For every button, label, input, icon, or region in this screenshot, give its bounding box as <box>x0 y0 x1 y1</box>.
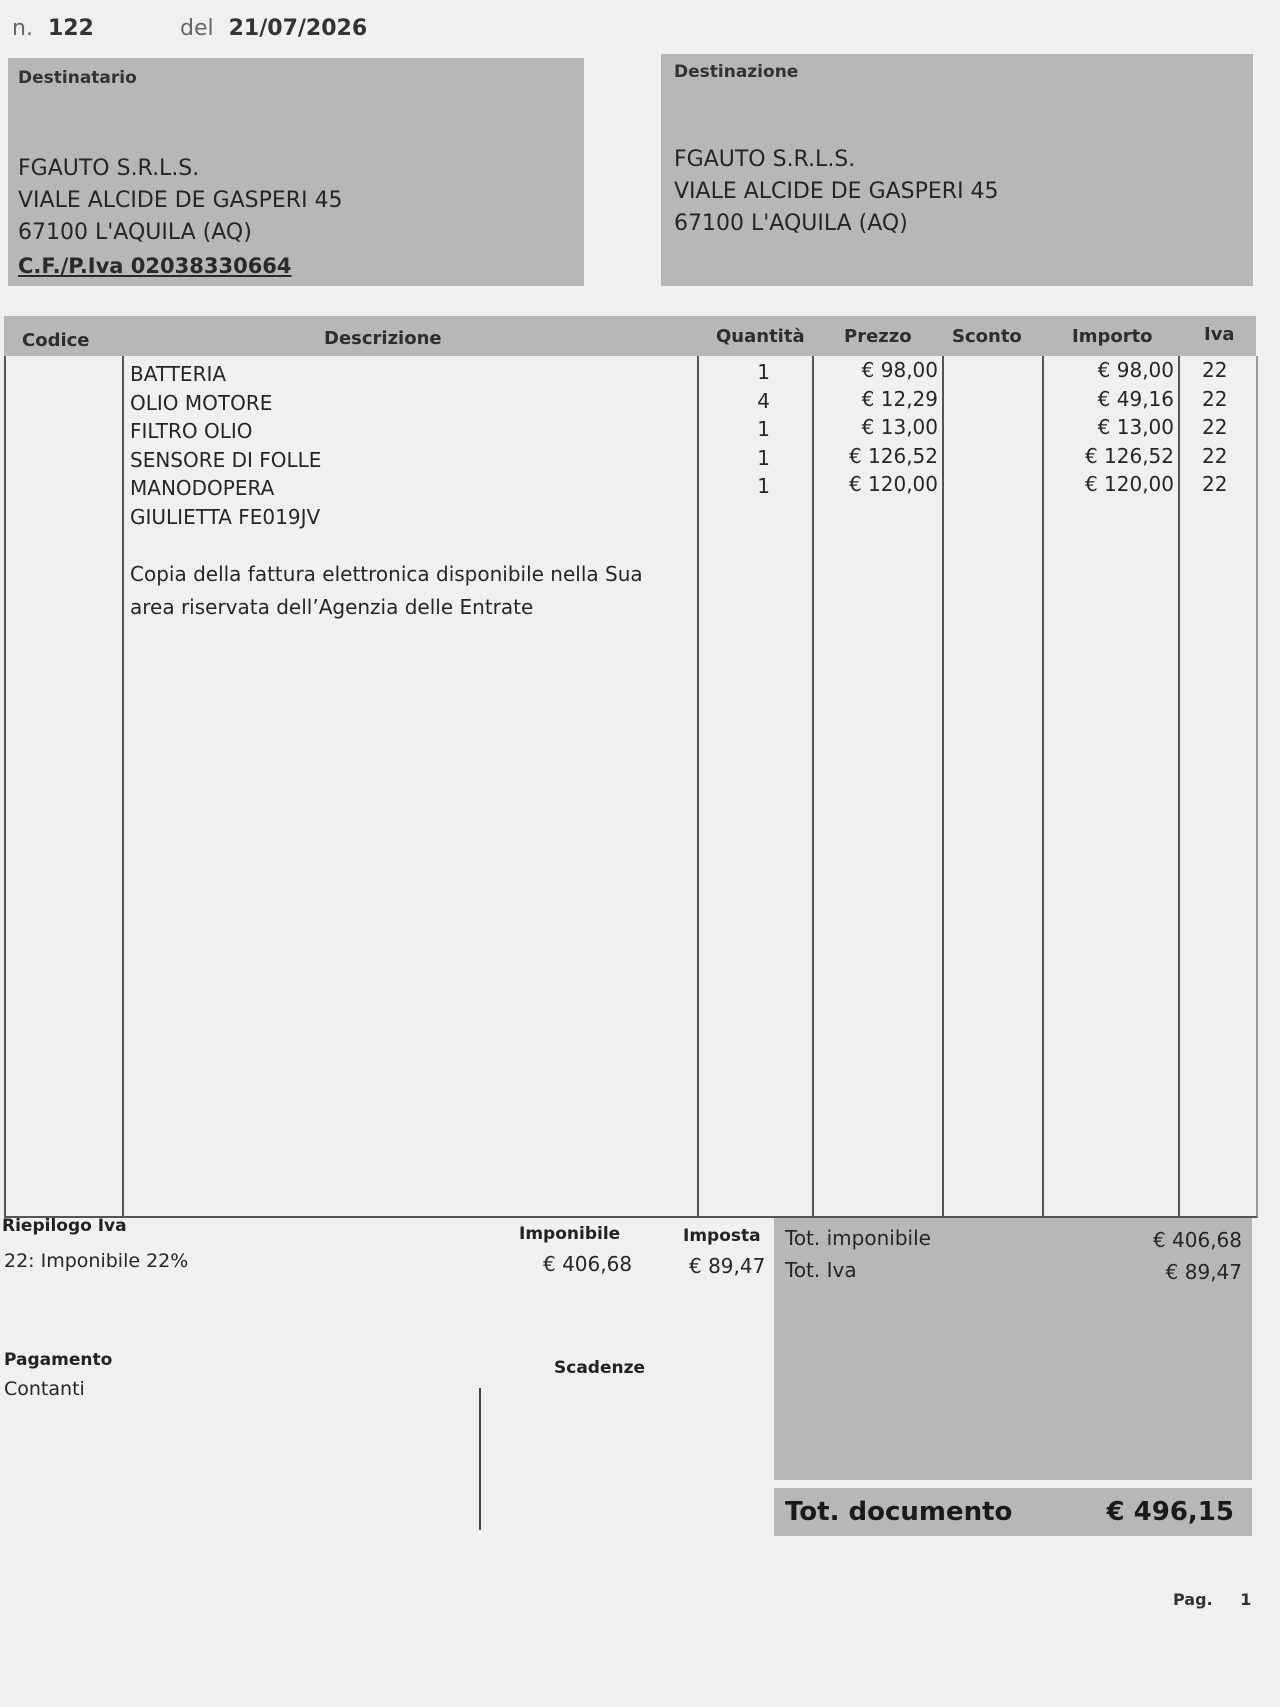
quantity-column <box>700 358 770 501</box>
invoice-date-line <box>180 16 367 41</box>
item-quantity: 4 <box>757 388 770 413</box>
header-vat: Iva <box>1204 324 1235 345</box>
destination-line: 67100 L'AQUILA (AQ) <box>674 211 908 236</box>
item-price: € 126,52 <box>848 443 938 468</box>
total-taxable-label: Tot. imponibile <box>785 1226 931 1250</box>
recipient-address-lines <box>18 153 343 249</box>
header-price: Prezzo <box>844 326 912 347</box>
vat-summary-taxable-header: Imponibile <box>519 1224 621 1244</box>
header-amount: Importo <box>1072 326 1153 347</box>
header-quantity: Quantità <box>716 326 805 347</box>
destination-line: FGAUTO S.R.L.S. <box>674 147 856 172</box>
item-description: SENSORE DI FOLLE <box>130 447 322 472</box>
header-discount: Sconto <box>952 326 1022 347</box>
invoice-date-prefix: del <box>180 16 214 41</box>
payment-divider <box>479 1388 481 1530</box>
item-price: € 120,00 <box>848 472 938 496</box>
page-number: 1 <box>1240 1590 1252 1609</box>
destination-label: Destinazione <box>674 62 799 82</box>
destination-address-lines <box>674 144 999 240</box>
column-divider <box>122 356 124 1216</box>
page-label: Pag. <box>1173 1590 1213 1609</box>
table-header <box>4 316 1256 356</box>
invoice-date: 21/07/2026 <box>228 16 368 41</box>
item-amount: € 120,00 <box>1084 472 1174 496</box>
item-vat: 22 <box>1202 386 1228 411</box>
item-quantity: 1 <box>757 360 770 384</box>
destination-box <box>661 54 1253 286</box>
totals-box <box>774 1218 1252 1480</box>
item-description: MANODOPERA <box>130 476 275 500</box>
note-line: Copia della fattura elettronica disponibile nella Sua <box>130 562 643 586</box>
recipient-tax-id: C.F./P.Iva 02038330664 <box>18 254 292 278</box>
total-document-label: Tot. documento <box>785 1497 1013 1527</box>
item-price: € 12,29 <box>861 386 938 411</box>
description-column <box>130 360 690 531</box>
recipient-box <box>8 58 584 286</box>
item-quantity: 1 <box>757 445 770 470</box>
vat-summary-row-taxable: € 406,68 <box>543 1252 633 1276</box>
vat-summary-label: Riepilogo Iva <box>2 1216 127 1236</box>
destination-line: VIALE ALCIDE DE GASPERI 45 <box>674 179 999 204</box>
invoice-note <box>130 558 690 624</box>
due-dates-label: Scadenze <box>554 1358 646 1378</box>
column-divider <box>1178 356 1180 1218</box>
note-line: area riservata dell’Agenzia delle Entrate <box>130 595 534 619</box>
header-code: Codice <box>22 330 90 351</box>
item-price: € 98,00 <box>861 358 938 382</box>
price-column <box>815 356 938 499</box>
vat-summary-row-label: 22: Imponibile 22% <box>4 1250 189 1272</box>
item-vat: 22 <box>1202 415 1228 439</box>
item-vat: 22 <box>1202 358 1228 382</box>
invoice-number-line <box>12 16 94 41</box>
vat-column <box>1202 356 1252 499</box>
item-vat: 22 <box>1202 472 1228 496</box>
payment-label: Pagamento <box>4 1350 113 1370</box>
invoice-number-prefix: n. <box>12 16 33 41</box>
item-description: GIULIETTA FE019JV <box>130 504 321 529</box>
payment-value: Contanti <box>4 1378 85 1400</box>
total-document-box <box>774 1488 1252 1536</box>
item-quantity: 1 <box>757 474 770 498</box>
recipient-line: FGAUTO S.R.L.S. <box>18 156 200 181</box>
total-vat-value: € 89,47 <box>1165 1260 1242 1284</box>
invoice-number: 122 <box>47 16 94 41</box>
column-divider <box>697 356 699 1218</box>
item-amount: € 49,16 <box>1097 386 1174 411</box>
item-amount: € 98,00 <box>1097 358 1174 382</box>
total-taxable-value: € 406,68 <box>1152 1228 1242 1252</box>
column-divider <box>942 356 944 1218</box>
item-amount: € 13,00 <box>1097 415 1174 439</box>
recipient-label: Destinatario <box>18 68 137 88</box>
column-divider <box>1042 356 1044 1218</box>
column-divider <box>812 356 814 1218</box>
item-description: FILTRO OLIO <box>130 419 253 443</box>
item-amount: € 126,52 <box>1084 443 1174 468</box>
item-quantity: 1 <box>757 417 770 441</box>
item-price: € 13,00 <box>861 415 938 439</box>
amount-column <box>1045 356 1174 499</box>
item-description: BATTERIA <box>130 362 227 386</box>
item-description: OLIO MOTORE <box>130 390 273 415</box>
total-vat-label: Tot. Iva <box>785 1258 857 1282</box>
vat-summary-row-tax: € 89,47 <box>689 1254 766 1278</box>
header-description: Descrizione <box>324 328 442 349</box>
vat-summary-tax-header: Imposta <box>683 1226 761 1246</box>
total-document-value: € 496,15 <box>1106 1497 1234 1527</box>
recipient-line: 67100 L'AQUILA (AQ) <box>18 220 252 245</box>
page-indicator <box>1173 1590 1251 1609</box>
item-vat: 22 <box>1202 443 1228 468</box>
recipient-line: VIALE ALCIDE DE GASPERI 45 <box>18 188 343 213</box>
